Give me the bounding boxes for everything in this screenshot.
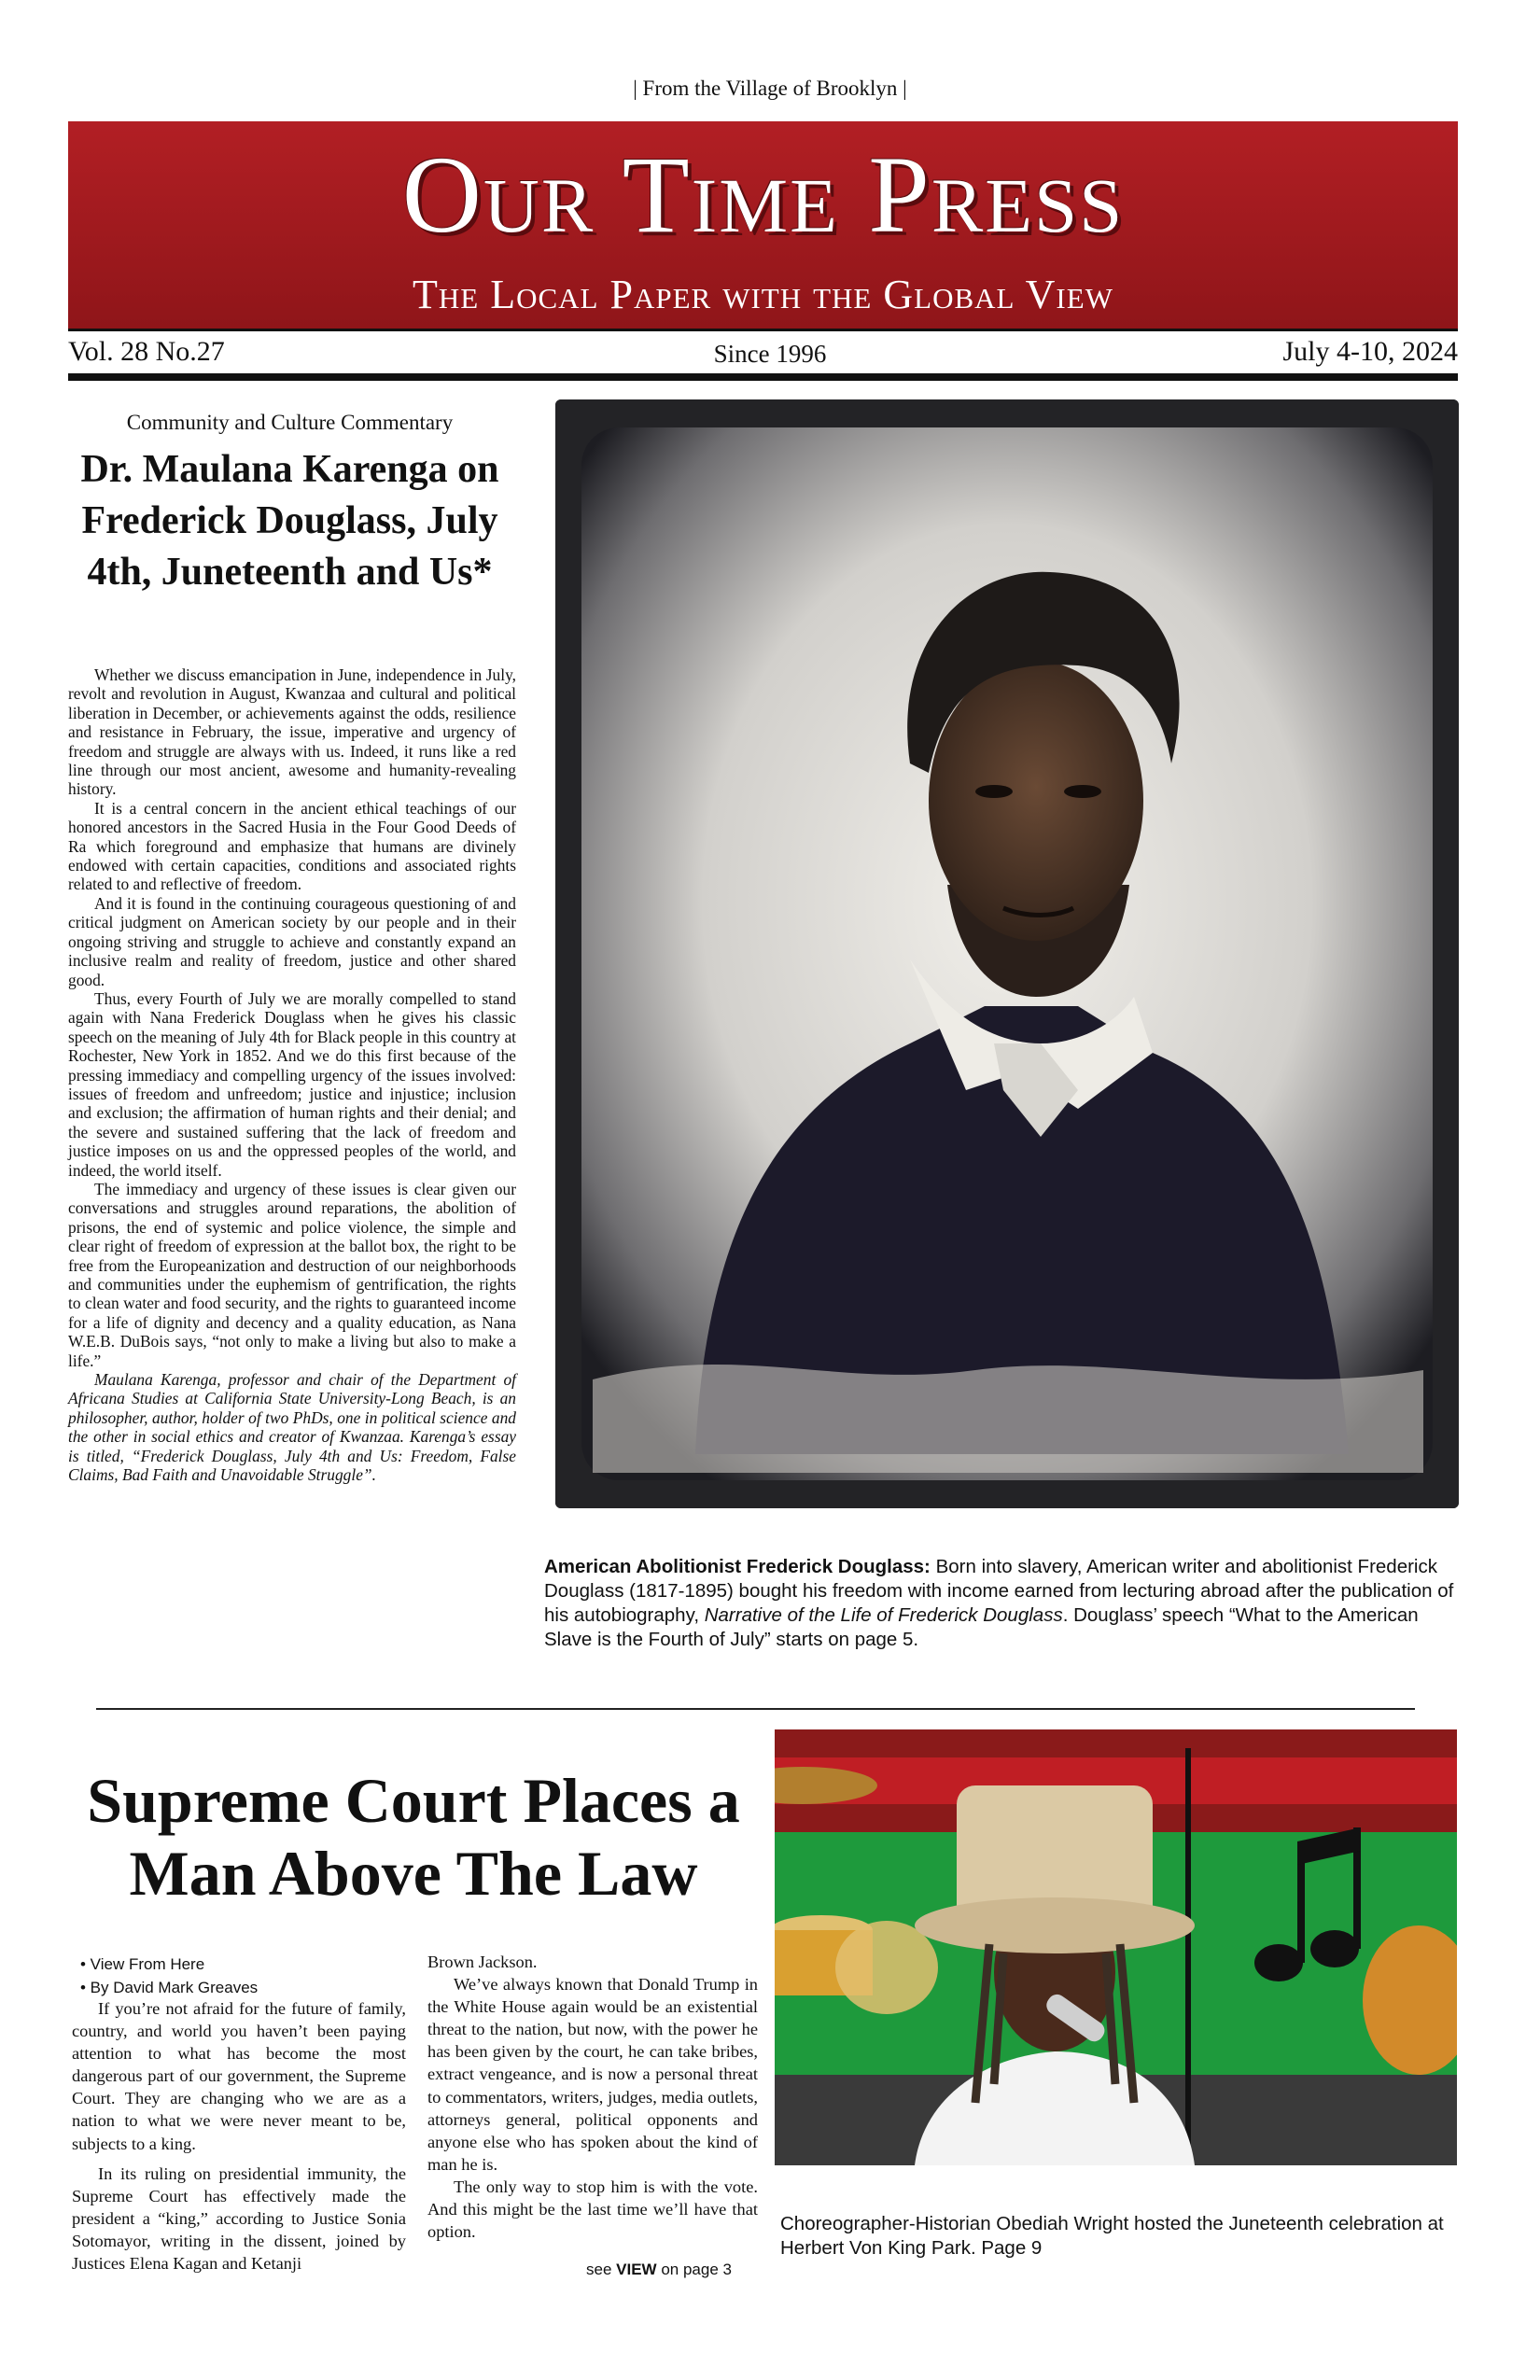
caption-text-a: Born into slavery, American writer and abolitionist Frederick Douglass (1817-1895) bought his freedom with income earned from lecturing abroad after the publication of his autobiography, <box>544 1556 1454 1626</box>
juneteenth-photo <box>775 1729 1457 2165</box>
lead-kicker: Community and Culture Commentary <box>126 411 454 434</box>
jump-line[interactable] <box>586 2261 732 2279</box>
juneteenth-photo-caption: Choreographer-Historian Obediah Wright hosted the Juneteenth celebration at Herbert Von King Park. Page 9 <box>780 2213 1444 2259</box>
newspaper-tagline: The Local Paper with the Global View <box>413 272 1113 317</box>
section-divider <box>96 1708 1415 1710</box>
lead-article-body <box>68 665 516 1484</box>
author-byline: • By David Mark Greaves <box>80 1979 259 1996</box>
douglass-photo-caption <box>544 1555 1457 1652</box>
caption-text-b: . Douglass’ speech “What to the American Slave is the Fourth of July” starts on page 5. <box>544 1604 1419 1650</box>
masthead <box>68 121 1458 329</box>
jump-keyword: VIEW <box>616 2261 657 2278</box>
issue-date: July 4-10, 2024 <box>1282 336 1458 367</box>
view-column-a <box>72 1997 406 2275</box>
jump-suffix: on page 3 <box>656 2261 732 2278</box>
masthead-rule-thin <box>68 329 1458 331</box>
lead-paragraph: Whether we discuss emancipation in June, independence in July, revolt and revolution in August, Kwanzaa and cultural and political liberation in December, or achievements against the odds, resilience and resistance in February, the issue, imperative and urgency of freedom and struggle are always with us. Indeed, it runs like a red line through our most ancient, awesome and humanity-revealing history. <box>68 665 516 799</box>
volume-number: Vol. 28 No.27 <box>68 336 225 367</box>
view-paragraph: If you’re not afraid for the future of family, country, and world you haven’t been paying attention to what has become the most dangerous part of our government, the Supreme Court. They are changing who we are as a nation to what we were never meant to be, subjects to a king. <box>72 1999 406 2153</box>
view-paragraph: We’ve always known that Donald Trump in the White House again would be an existential threat to the nation, but now, with the power he has been given by the court, he can take bribes, extract vengeance, and is now a personal threat to commentators, writers, judges, media outlets, attorneys general, political opponents and anyone else who has spoken about the kind of man he is. <box>427 1975 758 2174</box>
caption-lead-in: American Abolitionist Frederick Douglass: <box>544 1556 931 1577</box>
caption-book-title: Narrative of the Life of Frederick Douglass <box>704 1604 1063 1626</box>
since-year: Since 1996 <box>713 340 827 368</box>
masthead-rule-thick <box>68 373 1458 381</box>
lead-paragraph: It is a central concern in the ancient ethical teachings of our honored ancestors in the Sacred Husia in the Four Good Deeds of Ra which foreground and emphasize that humans are divinely endowed with certain capacities, conditions and associated rights related to and reflective of freedom. <box>68 798 516 894</box>
column-label: • View From Here <box>80 1955 205 1973</box>
jump-prefix: see <box>586 2261 617 2278</box>
frederick-douglass-portrait <box>555 399 1459 1508</box>
newspaper-title: Our Time Press <box>401 133 1125 256</box>
lead-headline: Dr. Maulana Karenga on Frederick Douglass, July 4th, Juneteenth and Us* <box>80 448 499 594</box>
view-paragraph: In its ruling on presidential immunity, the Supreme Court has effectively made the president a “king,” according to Justice Sonia Sotomayor, writing in the dissent, joined by Justices Elena Kagan and Ketanji <box>72 2163 406 2274</box>
lead-paragraph: Thus, every Fourth of July we are morally compelled to stand again with Nana Frederick Douglass when he gives his classic speech on the meaning of July 4th for Black people in this country at Rochester, New York in 1852. And we do this first because of the pressing immediacy and compelling urgency of the issues involved: issues of freedom and unfreedom; justice and injustice; inclusion and exclusion; the affirmation of human rights and their denial; and the severe and sustained suffering that the lack of freedom and justice imposes on us and the oppressed peoples of the world, and indeed, the world itself. <box>68 988 516 1180</box>
lead-paragraph: The immediacy and urgency of these issues is clear given our conversations and struggles around reparations, the abolition of prisons, the end of systemic and police violence, the simple and clear right of freedom of expression at the ballot box, the right to be free from the Europeanization and destruction of our neighborhoods and communities under the euphemism of gentrification, the rights to clean water and food security, and the rights to guaranteed income for a life of dignity and decency and a quality education, as Nana W.E.B. DuBois says, “not only to make a living but also to make a life.” <box>68 1179 516 1370</box>
view-paragraph: The only way to stop him is with the vote. And this might be the last time we’ll have that option. <box>427 2177 758 2242</box>
second-headline: Supreme Court Places a Man Above The Law <box>87 1765 740 1909</box>
edition-kicker: | From the Village of Brooklyn | <box>633 77 907 100</box>
author-note: Maulana Karenga, professor and chair of the Department of Africana Studies at California State University-Long Beach, is an philosopher, author, holder of two PhDs, one in political science and the other in social ethics and creator of Kwanzaa. Karenga’s essay is titled, “Frederick Douglass, July 4th and Us: Freedom, False Claims, Bad Faith and Unavoidable Struggle”. <box>68 1370 516 1485</box>
view-column-b <box>427 1951 758 2243</box>
byline <box>80 1953 258 1999</box>
view-continuation: Brown Jackson. <box>427 1953 538 1971</box>
lead-paragraph: And it is found in the continuing courageous questioning of and critical judgment on American society by our people and in their ongoing striving and struggle to achieve and constantly expand an inclusive realm and reality of freedom, justice and other shared good. <box>68 893 516 989</box>
